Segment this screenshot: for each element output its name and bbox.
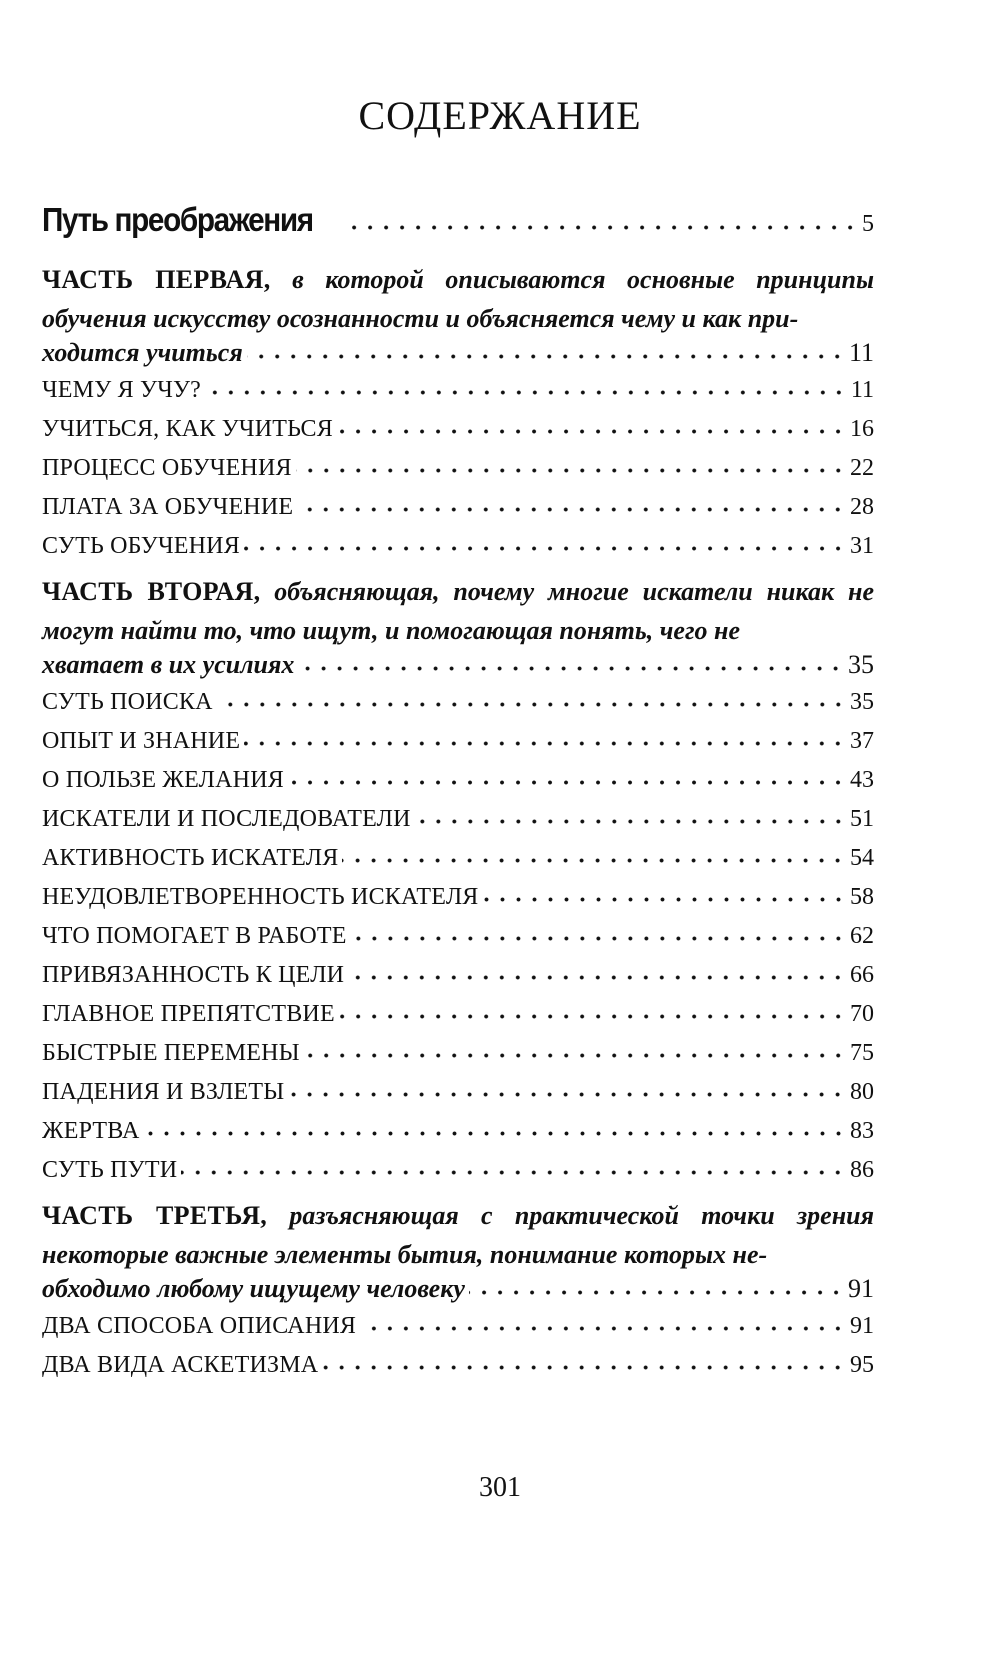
toc-entry	[42, 923, 874, 962]
toc-entry	[42, 884, 874, 923]
toc-entry	[42, 533, 874, 572]
part-label: ЧАСТЬ ТРЕТЬЯ,	[42, 1201, 268, 1230]
leader-dots	[244, 539, 846, 553]
intro-page-number: 5	[862, 211, 874, 237]
part-label: ЧАСТЬ ПЕРВАЯ,	[42, 265, 271, 294]
toc-part-3	[42, 1196, 874, 1391]
entry-page-number: 51	[850, 806, 874, 832]
toc-entry	[42, 767, 874, 806]
leader-dots	[348, 968, 846, 982]
leader-dots	[304, 1046, 846, 1060]
entry-page-number: 37	[850, 728, 874, 754]
part-description-end: обходимо любому ищущему человеку	[42, 1274, 465, 1303]
leader-dots	[342, 851, 846, 865]
entry-label: ЧЕМУ Я УЧУ?	[42, 377, 202, 403]
entry-page-number: 91	[850, 1313, 874, 1339]
entry-page-number: 86	[850, 1157, 874, 1183]
entry-page-number: 11	[850, 377, 874, 403]
toc-entry	[42, 377, 874, 416]
part-page-number: 11	[848, 338, 874, 367]
entry-label: ПЛАТА ЗА ОБУЧЕНИЕ	[42, 494, 294, 520]
leader-dots	[244, 734, 846, 748]
leader-dots	[205, 383, 847, 397]
part-heading-last-line	[42, 650, 874, 689]
entry-page-number: 16	[850, 416, 874, 442]
part-page-number: 91	[848, 1274, 874, 1303]
entry-page-number: 83	[850, 1118, 874, 1144]
entry-page-number: 95	[850, 1352, 874, 1378]
page-number: 301	[479, 1472, 521, 1503]
leader-dots	[469, 1283, 844, 1297]
leader-dots	[337, 422, 846, 436]
leader-dots	[322, 1358, 846, 1372]
toc-entry	[42, 1352, 874, 1391]
toc-entry	[42, 845, 874, 884]
leader-dots	[483, 890, 847, 904]
toc-part-1	[42, 260, 874, 572]
leader-dots	[288, 1085, 846, 1099]
toc-entry	[42, 1118, 874, 1157]
entry-page-number: 58	[850, 884, 874, 910]
entry-label: ОПЫТ И ЗНАНИЕ	[42, 728, 241, 754]
entry-page-number: 80	[850, 1079, 874, 1105]
part-description-end: ходится учиться	[42, 338, 243, 367]
entry-label: ПАДЕНИЯ И ВЗЛЕТЫ	[42, 1079, 285, 1105]
leader-dots	[144, 1124, 847, 1138]
entry-label: СУТЬ ОБУЧЕНИЯ	[42, 533, 240, 559]
part-description-end: хватает в их усилиях	[42, 650, 295, 679]
leader-dots	[339, 1007, 846, 1021]
leader-dots	[347, 210, 858, 232]
entry-label: НЕУДОВЛЕТВОРЕННОСТЬ ИСКАТЕЛЯ	[42, 884, 479, 910]
toc-entry	[42, 494, 874, 533]
leader-dots	[351, 929, 846, 943]
entry-label: ИСКАТЕЛИ И ПОСЛЕДОВАТЕЛИ	[42, 806, 411, 832]
part-description: в которой описываются основные принципы обучения искусству осознанности и объясняется чему и как при-	[42, 265, 874, 333]
part-heading	[42, 572, 874, 650]
toc-entry	[42, 455, 874, 494]
entry-page-number: 66	[850, 962, 874, 988]
entry-label: ЧТО ПОМОГАЕТ В РАБОТЕ	[42, 923, 347, 949]
leader-dots	[247, 347, 845, 361]
toc-entry	[42, 1313, 874, 1352]
entry-label: СУТЬ ПОИСКА	[42, 689, 213, 715]
entry-label: ПРИВЯЗАННОСТЬ К ЦЕЛИ	[42, 962, 345, 988]
entry-page-number: 35	[850, 689, 874, 715]
part-description: разъясняющая с практической точки зрения некоторые важные элементы бытия, понимание которых не-	[42, 1201, 875, 1269]
entry-label: УЧИТЬСЯ, КАК УЧИТЬСЯ	[42, 416, 333, 442]
toc-entry	[42, 689, 874, 728]
toc-entry	[42, 1079, 874, 1118]
entry-page-number: 75	[850, 1040, 874, 1066]
part-page-number: 35	[848, 650, 874, 679]
part-heading	[42, 260, 874, 338]
leader-dots	[288, 773, 846, 787]
part-heading	[42, 1196, 874, 1274]
entry-label: СУТЬ ПУТИ	[42, 1157, 178, 1183]
entry-label: ГЛАВНОЕ ПРЕПЯТСТВИЕ	[42, 1001, 335, 1027]
entry-label: О ПОЛЬЗЕ ЖЕЛАНИЯ	[42, 767, 284, 793]
entry-label: АКТИВНОСТЬ ИСКАТЕЛЯ	[42, 845, 339, 871]
leader-dots	[415, 812, 846, 826]
part-heading-last-line	[42, 338, 874, 377]
toc-entry	[42, 1040, 874, 1079]
entry-page-number: 54	[850, 845, 874, 871]
toc-entry	[42, 1001, 874, 1040]
toc-entry	[42, 416, 874, 455]
entry-page-number: 62	[850, 923, 874, 949]
leader-dots	[297, 500, 846, 514]
part-heading-last-line	[42, 1274, 874, 1313]
leader-dots	[360, 1319, 846, 1333]
toc-part-2	[42, 572, 874, 1196]
part-description: объясняющая, почему многие искатели никак не могут найти то, что ищут, и помогающая понять, чего не	[42, 577, 874, 645]
leader-dots	[217, 695, 846, 709]
toc-entry	[42, 806, 874, 845]
entry-label: ДВА ВИДА АСКЕТИЗМА	[42, 1352, 319, 1378]
leader-dots	[181, 1163, 846, 1177]
entry-label: ДВА СПОСОБА ОПИСАНИЯ	[42, 1313, 357, 1339]
toc-entry	[42, 1157, 874, 1196]
entry-page-number: 43	[850, 767, 874, 793]
table-of-contents	[42, 260, 874, 1391]
toc-entry	[42, 962, 874, 1001]
part-label: ЧАСТЬ ВТОРАЯ,	[42, 577, 261, 606]
leader-dots	[298, 659, 844, 673]
entry-page-number: 31	[850, 533, 874, 559]
entry-label: ЖЕРТВА	[42, 1118, 140, 1144]
page-title: СОДЕРЖАНИЕ	[358, 93, 642, 138]
entry-page-number: 28	[850, 494, 874, 520]
intro-title: Путь преображения	[42, 201, 313, 238]
entry-page-number: 22	[850, 455, 874, 481]
entry-label: БЫСТРЫЕ ПЕРЕМЕНЫ	[42, 1040, 300, 1066]
entry-label: ПРОЦЕСС ОБУЧЕНИЯ	[42, 455, 292, 481]
toc-entry	[42, 728, 874, 767]
entry-page-number: 70	[850, 1001, 874, 1027]
toc-intro-entry	[42, 180, 874, 236]
leader-dots	[296, 461, 846, 475]
